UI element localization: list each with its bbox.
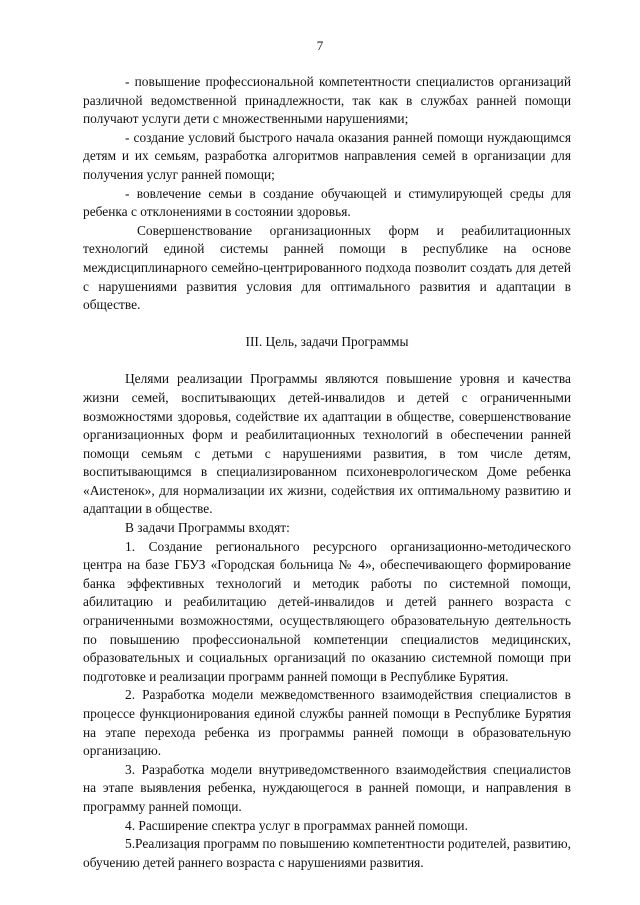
section-title: III. Цель, задачи Программы (245, 333, 409, 349)
tasks-intro: В задачи Программы входят: (125, 520, 290, 536)
task-1: 1. Создание регионального ресурсного организационно-методического центра на базе ГБУЗ «Городская больница № 4», обеспечивающего формирование банка эффективных технологий и методик работы по системной помощи, абилитацию и реабилитацию детей-инвалидов и детей раннего возраста с ограниченными возможностями, осуществляющего образовательную деятельность по повышению профессиональной компетенции специалистов медицинских, образовательных и социальных организаций по оказанию системной помощи при подготовке и реализации программ ранней помощи в Республике Бурятия. (83, 538, 571, 684)
task-2: 2. Разработка модели межведомственного взаимодействия специалистов в процессе функционирования единой службы ранней помощи в Республике Бурятия на этапе перехода ребенка из программы ранней помощи в образовательную организацию. (83, 687, 571, 759)
intro-item-1: - повышение профессиональной компетентности специалистов организаций различной ведомственной принадлежности, так как в службах ранней помощи получают услуги дети с множественными нарушениями; (83, 74, 571, 127)
task-3: 3. Разработка модели внутриведомственного взаимодействия специалистов на этапе выявления ребенка, нуждающегося в ранней помощи, и направления в программу ранней помощи. (83, 761, 571, 814)
goal-paragraph: Целями реализации Программы являются повышение уровня и качества жизни семей, воспитывающих детей-инвалидов и детей с ограниченными возможностями здоровья, содействие их адаптации в обществе, совершенствование организационных форм и реабилитационных технологий в обеспечении ранней помощи семьям с детьми с нарушениями развития, в том числе детям, воспитывающимся в специализированном психоневрологическом Доме ребенка «Аистенок», для нормализации их жизни, содействия их оптимальному развитию и адаптации в обществе. (83, 371, 571, 517)
task-5: 5.Реализация программ по повышению компетентности родителей, развитию, обучению детей раннего возраста с нарушениями развития. (83, 836, 571, 870)
page-content (83, 73, 571, 872)
intro-item-3: - вовлечение семьи в создание обучающей и стимулирующей среды для ребенка с отклонениями в состоянии здоровья. (83, 185, 571, 220)
intro-item-2: - создание условий быстрого начала оказания ранней помощи нуждающимся детям и их семьям, разработка алгоритмов направления семей в организации для получения услуг ранней помощи; (83, 129, 571, 182)
intro-conclusion: Совершенствование организационных форм и реабилитационных технологий единой системы ранней помощи в республике на основе междисциплинарного семейно-центрированного подхода позволит создать для детей с нарушениями развития условия для оптимального развития и адаптации в обществе. (83, 222, 571, 313)
task-4: 4. Расширение спектра услуг в программах ранней помощи. (125, 817, 468, 833)
page-number: 7 (316, 38, 324, 53)
